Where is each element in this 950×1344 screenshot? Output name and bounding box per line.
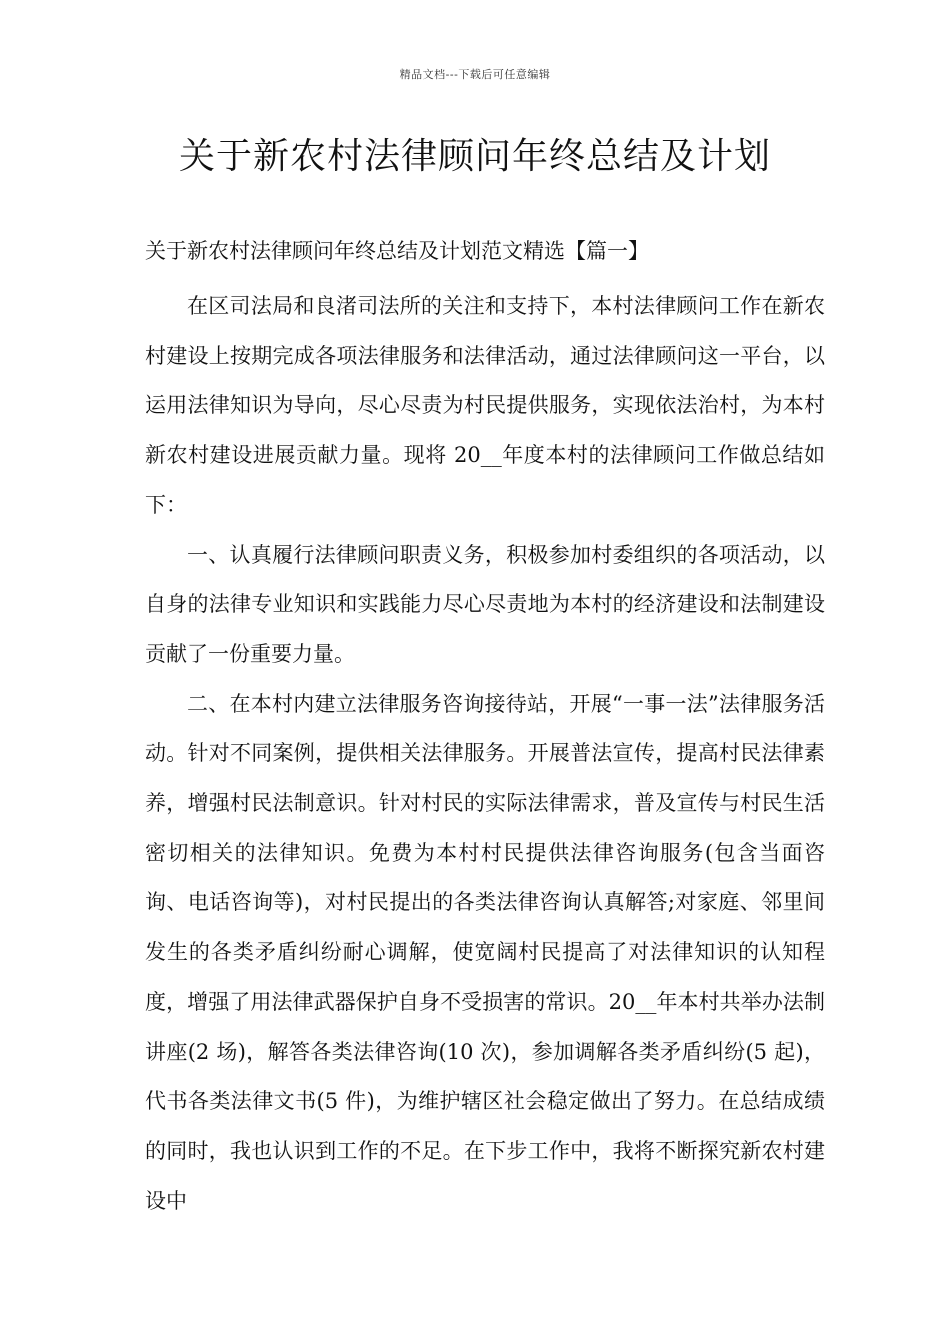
document-title: 关于新农村法律顾问年终总结及计划 bbox=[178, 136, 771, 177]
paragraph-point-two: 二、在本村内建立法律服务咨询接待站，开展“一事一法”法律服务活动。针对不同案例，提供相关法律服务。开展普法宣传，提高村民法律素养，增强村民法制意识。针对村民的实际法律需求，普及宣传与村民生活密切相关的法律知识。免费为本村村民提供法律咨询服务(包含当面咨询、电话咨询等)，对村民提出的各类法律咨询认真解答;对家庭、邻里间发生的各类矛盾纠纷耐心调解，使宽阔村民提高了对法律知识的认知程度，增强了用法律武器保护自身不受损害的常识。20__年本村共举办法制讲座(2 场)，解答各类法律咨询(10 次)，参加调解各类矛盾纠纷(5 起)，代书各类法律文书(5 件)，为维护辖区社会稳定做出了努力。在总结成绩的同时，我也认识到工作的不足。在下步工作中，我将不断探究新农村建设中 bbox=[145, 691, 825, 1213]
body-text bbox=[145, 282, 825, 1226]
section-subtitle: 关于新农村法律顾问年终总结及计划范文精选【篇一】 bbox=[145, 239, 649, 263]
paragraph-intro: 在区司法局和良渚司法所的关注和支持下，本村法律顾问工作在新农村建设上按期完成各项法律服务和法律活动，通过法律顾问这一平台，以运用法律知识为导向，尽心尽责为村民提供服务，实现依法治村，为本村新农村建设进展贡献力量。现将 20__年度本村的法律顾问工作做总结如下： bbox=[145, 294, 825, 517]
paragraph-point-one: 一、认真履行法律顾问职责义务，积极参加村委组织的各项活动，以自身的法律专业知识和实践能力尽心尽责地为本村的经济建设和法制建设贡献了一份重要力量。 bbox=[145, 542, 825, 666]
header-note: 精品文档---下载后可任意编辑 bbox=[399, 68, 551, 81]
